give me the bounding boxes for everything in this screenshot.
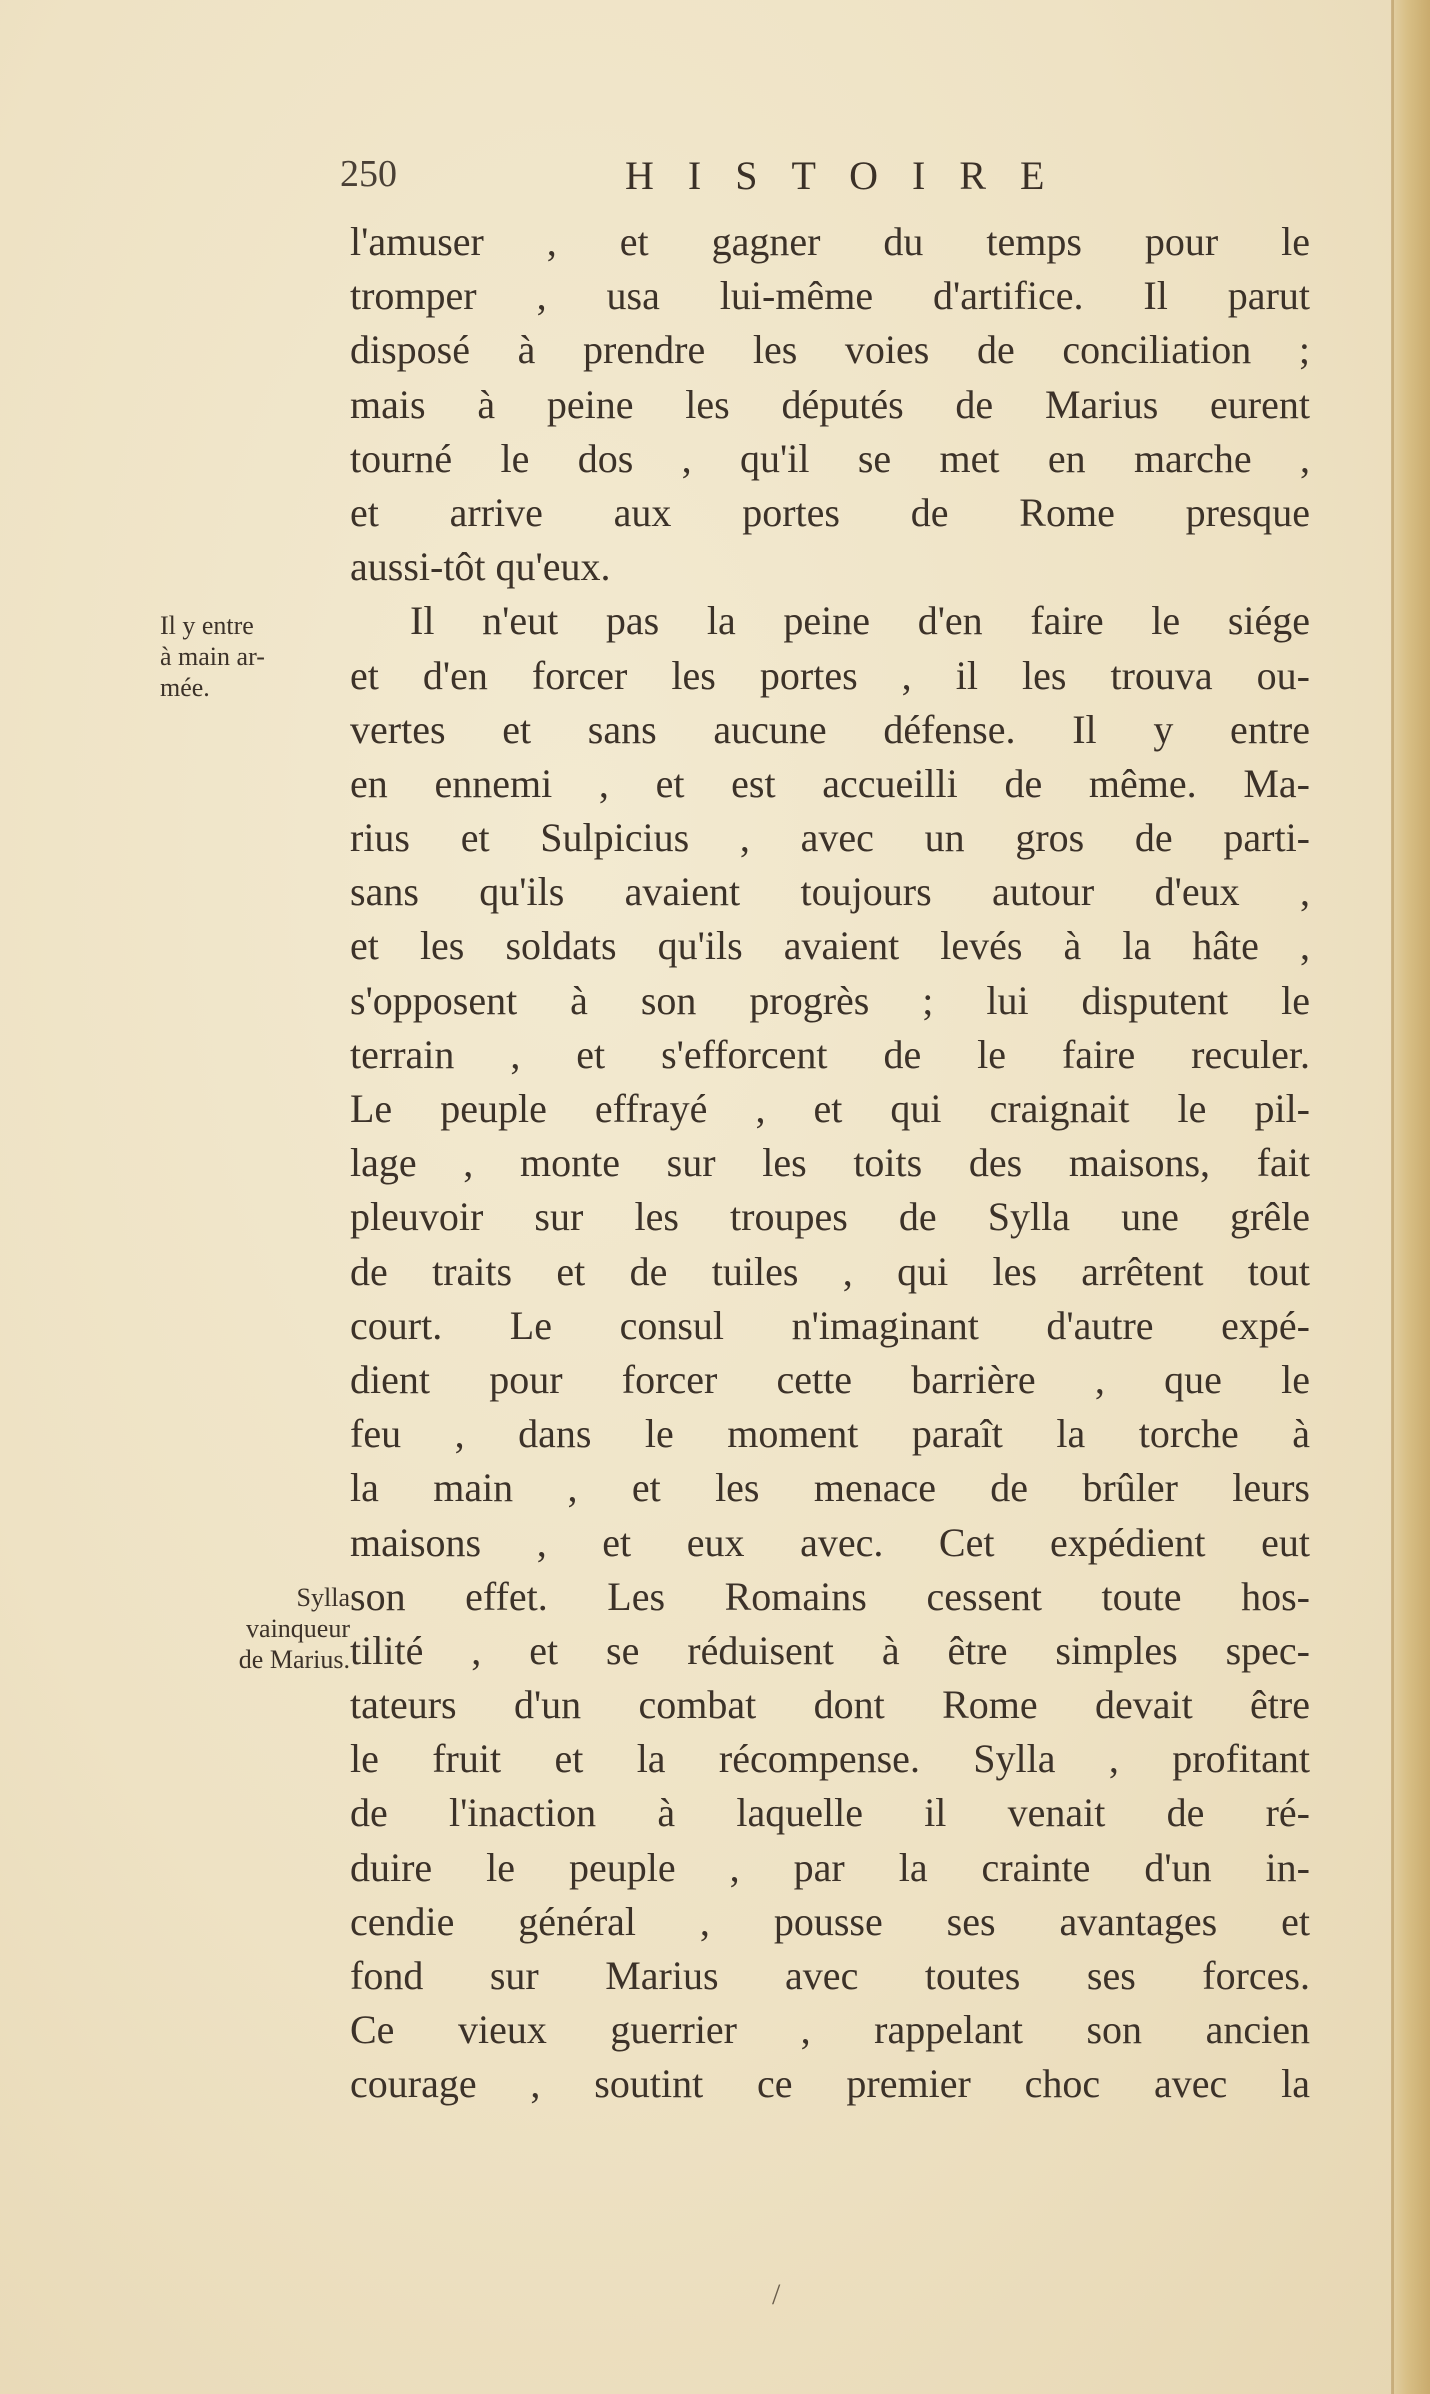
text-line: et les soldats qu'ils avaient levés à la hâte , [350,923,1310,969]
text-line: disposé à prendre les voies de conciliation ; [350,327,1310,373]
text-line: de traits et de tuiles , qui les arrêtent tout [350,1248,1310,1294]
text-line: feu , dans le moment paraît la torche à [350,1411,1310,1457]
text-line: en ennemi , et est accueilli de même. Ma- [350,760,1310,806]
page-header [340,152,1079,202]
margin-note-line: mée. [160,673,210,702]
page-edge-line [1391,0,1394,2394]
text-line: duire le peuple , par la crainte d'un in- [350,1844,1310,1890]
text-line: lage , monte sur les toits des maisons, fait [350,1140,1310,1186]
text-line: tilité , et se réduisent à être simples spec- [350,1627,1310,1673]
text-line: de l'inaction à laquelle il venait de ré- [350,1790,1310,1836]
page-edge [1392,0,1430,2394]
text-line: court. Le consul n'imaginant d'autre expé- [350,1302,1310,1348]
text-line: rius et Sulpicius , avec un gros de parti- [350,815,1310,861]
text-line: tromper , usa lui-même d'artifice. Il parut [350,273,1310,319]
text-line: pleuvoir sur les troupes de Sylla une grêle [350,1194,1310,1240]
text-line: Il n'eut pas la peine d'en faire le siége [410,598,1310,644]
text-line: tateurs d'un combat dont Rome devait être [350,1682,1310,1728]
text-line: cendie général , pousse ses avantages et [350,1898,1310,1944]
text-line: dient pour forcer cette barrière , que le [350,1356,1310,1402]
text-line: l'amuser , et gagner du temps pour le [350,219,1310,264]
text-line: le fruit et la récompense. Sylla , profitant [350,1736,1310,1782]
text-line: terrain , et s'efforcent de le faire reculer. [350,1031,1310,1077]
text-line: Ce vieux guerrier , rappelant son ancien [350,2007,1310,2053]
text-line: et d'en forcer les portes , il les trouva ou- [350,652,1310,698]
margin-note-line: vainqueur [246,1614,350,1643]
margin-note-line: de Marius. [238,1645,350,1674]
text-line: courage , soutint ce premier choc avec la [350,2061,1310,2107]
text-line: sans qu'ils avaient toujours autour d'eux , [350,869,1310,915]
margin-note-line: Sylla [296,1583,350,1612]
page-number: 250 [340,153,397,195]
body-text [350,215,1310,2112]
text-line: fond sur Marius avec toutes ses forces. [350,1953,1310,1998]
text-line: s'opposent à son progrès ; lui disputent le [350,977,1310,1023]
text-line: la main , et les menace de brûler leurs [350,1465,1310,1511]
text-line: tourné le dos , qu'il se met en marche , [350,435,1310,481]
text-line: maisons , et eux avec. Cet expédient eut [350,1519,1310,1565]
text-line: et arrive aux portes de Rome presque [350,489,1310,535]
margin-note-line: à main ar- [160,642,265,671]
text-line: mais à peine les députés de Marius eurent [350,381,1310,427]
margin-note-sylla [160,1582,350,1675]
margin-note-entry [160,610,350,703]
text-line: aussi-tôt qu'eux. [350,544,611,590]
margin-note-line: Il y entre [160,611,254,640]
text-line: vertes et sans aucune défense. Il y entre [350,706,1310,752]
stray-mark: / [772,2278,781,2311]
text-line: Le peuple effrayé , et qui craignait le pil- [350,1086,1310,1131]
text-line: son effet. Les Romains cessent toute hos- [350,1573,1310,1619]
running-title: HISTOIRE [625,153,1079,198]
